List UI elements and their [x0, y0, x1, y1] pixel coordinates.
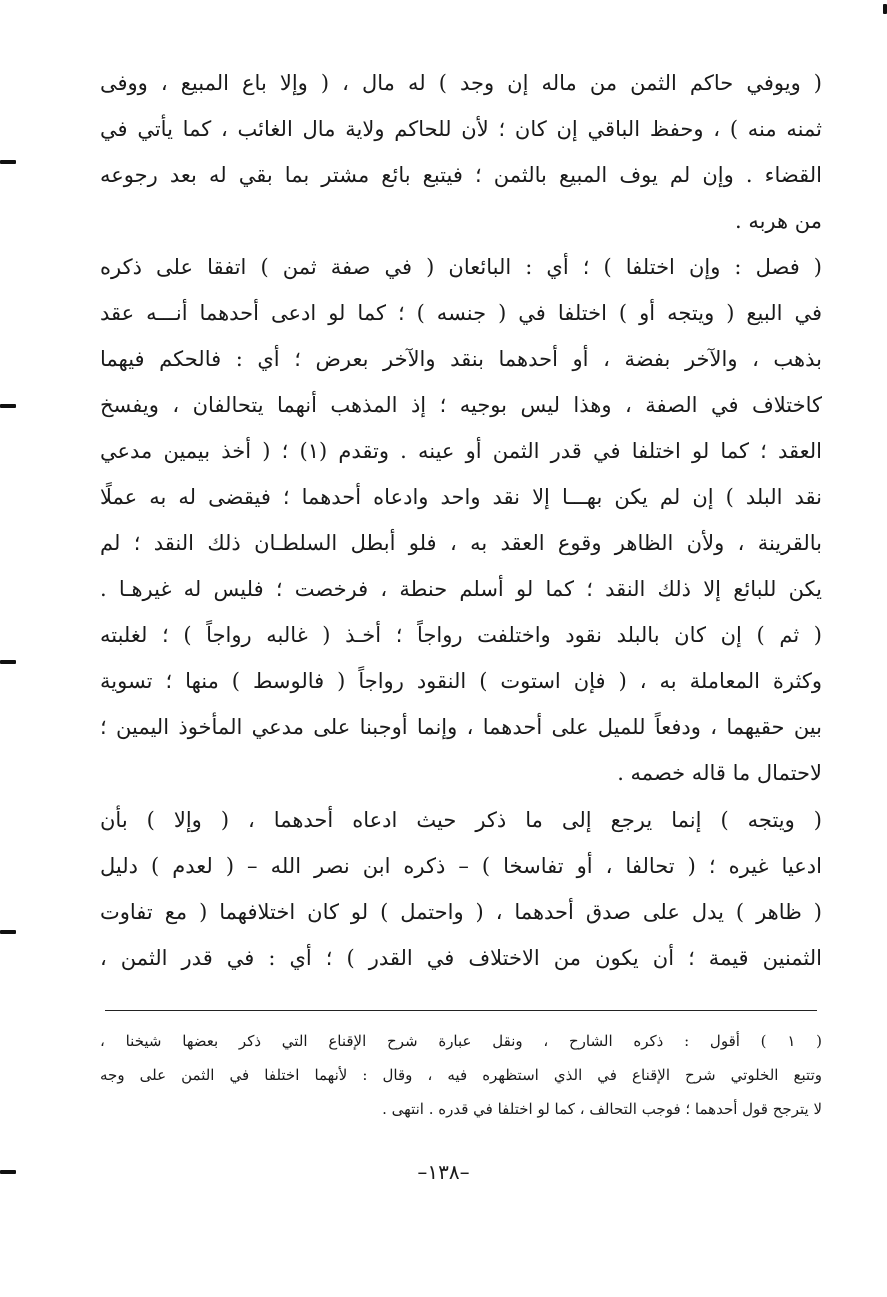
- text-line: في البيع ( ويتجه أو ) اختلفا في ( جنسه ) ؛ كما لو ادعى أحدهما أنـــه عقد: [100, 301, 822, 325]
- text-line: ( ثم ) إن كان بالبلد نقود واختلفت رواجاً ؛ أخـذ ( غالبه رواجاً ) ؛ لغلبته: [100, 623, 822, 647]
- text-line: العقد ؛ كما لو اختلفا في قدر الثمن أو عينه . وتقدم (١) ؛ ( أخذ بيمين مدعي: [100, 439, 822, 463]
- page-number: –١٣٨–: [417, 1160, 470, 1184]
- text-line: ادعيا غيره ؛ ( تحالفا ، أو تفاسخا ) – ذكره ابن نصر الله – ( لعدم ) دليل: [100, 854, 822, 878]
- scan-edge-mark: [0, 930, 16, 934]
- text-line: ( ظاهر ) يدل على صدق أحدهما ، ( واحتمل ) لو كان اختلافهما ( مع تفاوت: [100, 900, 822, 924]
- text-line: ( ويتجه ) إنما يرجع إلى ما ذكر حيث ادعاه أحدهما ، ( وإلا ) بأن: [100, 808, 822, 832]
- text-line: ثمنه منه ) ، وحفظ الباقي إن كان ؛ لأن للحاكم ولاية مال الغائب ، كما يأتي في: [100, 117, 822, 141]
- text-line: لاحتمال ما قاله خصمه .: [617, 761, 822, 785]
- paragraph-1: [100, 60, 822, 244]
- text-line: بذهب ، والآخر بفضة ، أو أحدهما بنقد والآخر بعرض ؛ أي : فالحكم فيهما: [100, 347, 822, 371]
- text-line: ( ويوفي حاكم الثمن من ماله إن وجد ) له مال ، ( وإلا باع المبيع ، ووفى: [100, 71, 822, 95]
- scan-edge-mark: [0, 160, 16, 164]
- scan-edge-mark: [0, 404, 16, 408]
- scan-edge-mark: [0, 660, 16, 664]
- scan-edge-mark: [0, 1170, 16, 1174]
- text-line: الثمنين قيمة ؛ أن يكون من الاختلاف في القدر ) ؛ أي : في قدر الثمن ،: [100, 946, 822, 970]
- paragraph-3: [100, 797, 822, 981]
- text-line: بالقرينة ، ولأن الظاهر وقوع العقد به ، فلو أبطل السلطـان ذلك النقد ؛ لم: [100, 531, 822, 555]
- paragraph-2: [100, 244, 822, 796]
- text-line: يكن للبائع إلا ذلك النقد ؛ كما لو أسلم حنطة ، فرخصت ؛ فليس له غيرهـا .: [100, 577, 822, 601]
- text-line: ( فصل : وإن اختلفا ) ؛ أي : البائعان ( في صفة ثمن ) اتفقا على ذكره: [100, 255, 822, 279]
- scan-edge-mark: [883, 4, 887, 14]
- text-line: القضاء . وإن لم يوف المبيع بالثمن ؛ فيتبع بائع مشتر بما بقي له بعد رجوعه: [100, 163, 822, 187]
- text-line: وكثرة المعاملة به ، ( فإن استوت ) النقود رواجاً ( فالوسط ) منها ؛ تسوية: [100, 669, 822, 693]
- footnote-line: ( ١ ) أقول : ذكره الشارح ، ونقل عبارة شرح الإقناع التي ذكر بعضها شيخنا ،: [100, 1032, 822, 1050]
- footnote-divider: [105, 1010, 817, 1011]
- text-line: كاختلاف في الصفة ، وهذا ليس بوجيه ؛ إذ المذهب أنهما يتحالفان ، ويفسخ: [100, 393, 822, 417]
- footnote: [100, 1024, 822, 1126]
- footnote-line: لا يترجح قول أحدهما ؛ فوجب التحالف ، كما لو اختلفا في قدره . انتهى .: [382, 1100, 822, 1118]
- text-line: بين حقيهما ، ودفعاً للميل على أحدهما ، وإنما أوجبنا على مدعي المأخوذ اليمين ؛: [100, 715, 822, 739]
- text-line: نقد البلد ) إن لم يكن بهـــا إلا نقد واحد وادعاه أحدهما ؛ فيقضى له به عملًا: [100, 485, 822, 509]
- footnote-line: وتتبع الخلوتي شرح الإقناع في الذي استظهره فيه ، وقال : لأنهما اختلفا في الثمن على وجه: [100, 1066, 822, 1084]
- text-line: من هربه .: [734, 209, 822, 233]
